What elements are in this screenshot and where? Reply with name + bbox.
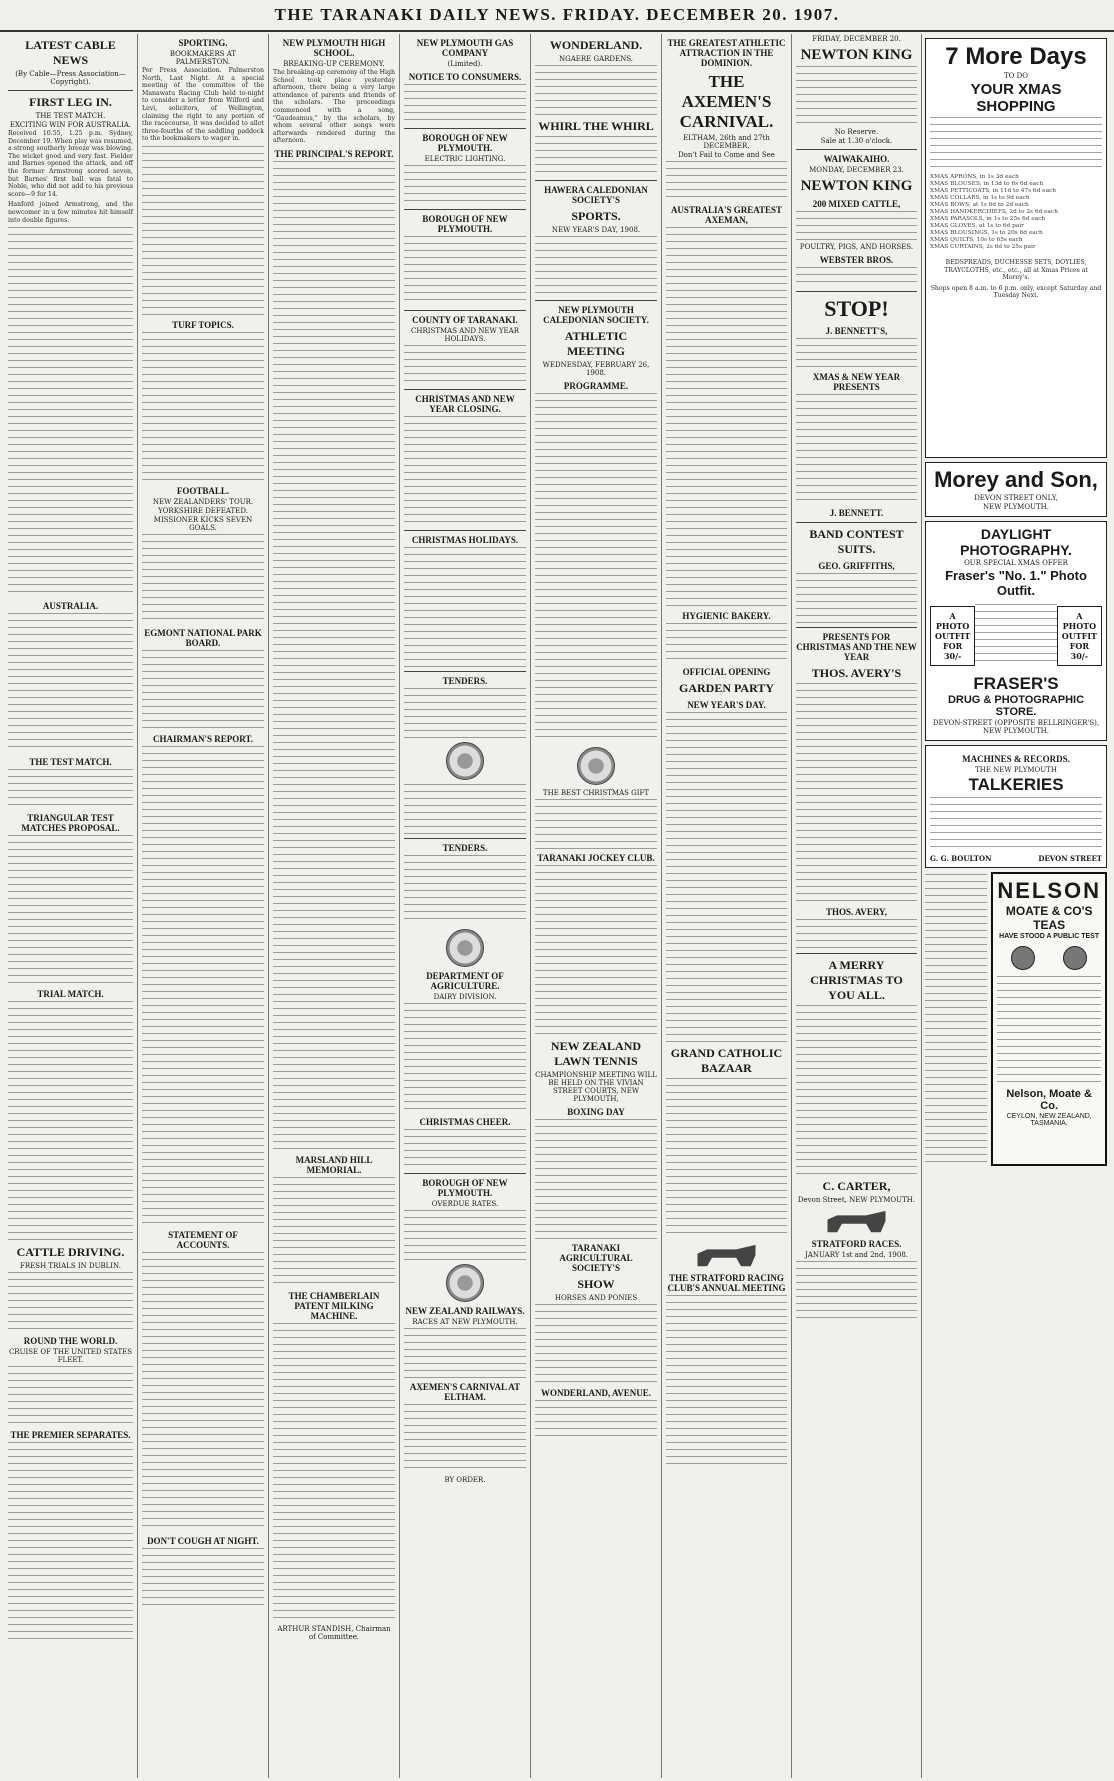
seven-days-heading: 7 More Days: [945, 43, 1087, 70]
newton-king-heading: NEWTON KING: [800, 47, 913, 63]
talkeries-heading: TALKERIES: [968, 775, 1064, 794]
gardens-subheading: NGAERE GARDENS.: [558, 55, 634, 63]
list-item: XMAS HANDKERCHIEFS, 2d to 2s 6d each: [930, 209, 1058, 215]
morey-town: NEW PLYMOUTH.: [983, 503, 1049, 511]
nelson-teas-ad: [991, 872, 1107, 1166]
signature: ARTHUR STANDISH, Chairman of Committee.: [277, 1624, 391, 1641]
poultry-heading: POULTRY, PIGS, AND HORSES.: [799, 243, 914, 251]
morey-heading: Morey and Son,: [934, 467, 1098, 492]
axemen-carnival-heading: THE AXEMEN'S CARNIVAL.: [679, 72, 774, 131]
overdue-rates-subheading: OVERDUE RATES.: [431, 1200, 499, 1208]
presents-heading: XMAS & NEW YEAR PRESENTS: [812, 372, 901, 392]
talkeries-ad: [925, 745, 1107, 868]
best-gift-image: [577, 747, 615, 785]
boulton-name: G. G. BOULTON: [930, 854, 992, 863]
article-text: Per Press Association. Palmerston North, Last Night. At a special meeting of the committee of the Manawatu Racing Club held to-night to consider a letter from Wilford and Levi, solicitors, of Wellington, claiming the right to any portion of the racecourse, it was decided to allot three-fourths of the saddling paddock to the bookmakers to wager in.: [142, 67, 264, 143]
new-years-day-heading: NEW YEAR'S DAY.: [687, 700, 766, 710]
avery-signature: THOS. AVERY,: [826, 907, 887, 917]
morey-address: DEVON STREET ONLY,: [974, 494, 1058, 502]
column-5: [531, 34, 662, 1778]
triangular-heading: TRIANGULAR TEST MATCHES PROPOSAL.: [21, 813, 120, 834]
list-item: XMAS GLOVES, at 1s to 6d pair: [930, 223, 1024, 229]
talkeries-sub: THE NEW PLYMOUTH: [975, 766, 1057, 774]
races-subheading: RACES AT NEW PLYMOUTH.: [412, 1318, 518, 1326]
railways-heading: NEW ZEALAND RAILWAYS.: [405, 1306, 525, 1316]
bookmakers-subheading: BOOKMAKERS AT PALMERSTON.: [169, 50, 237, 66]
stop-heading: STOP!: [824, 296, 889, 321]
list-item: XMAS PETTICOATS, in 11d to 47s 6d each: [930, 188, 1057, 194]
no-reserve: No Reserve.: [834, 128, 879, 136]
egmont-heading: EGMONT NATIONAL PARK BOARD.: [144, 627, 262, 648]
avery-heading: THOS. AVERY'S: [811, 666, 902, 680]
fleet-subheading: CRUISE OF THE UNITED STATES FLEET.: [8, 1348, 133, 1365]
high-school-heading: NEW PLYMOUTH HIGH SCHOOL.: [282, 38, 386, 58]
list-item: XMAS QUILTS, 10s to 65s each: [930, 237, 1023, 243]
carnival-eltham-heading: AXEMEN'S CARNIVAL AT ELTHAM.: [409, 1382, 521, 1402]
column-6: [662, 34, 792, 1778]
newton-king-heading-2: NEWTON KING: [800, 178, 913, 194]
football-heading: FOOTBALL.: [176, 485, 230, 496]
lawn-tennis-heading: NEW ZEALAND LAWN TENNIS: [550, 1039, 642, 1068]
show-heading: SHOW: [577, 1277, 615, 1291]
hours-text: Shops open 8 a.m. to 6 p.m. only, except Saturday and Tuesday Next.: [930, 284, 1102, 300]
masthead: THE TARANAKI DAILY NEWS. FRIDAY. DECEMBER 20. 1907.: [0, 0, 1114, 32]
column-2: [138, 34, 269, 1778]
championship-subheading: CHAMPIONSHIP MEETING WILL BE HELD ON THE VIVIAN STREET COURTS, NEW PLYMOUTH,: [535, 1071, 657, 1103]
principal-report-heading: THE PRINCIPAL'S REPORT.: [274, 148, 394, 159]
machines-heading: MACHINES & RECORDS.: [962, 754, 1070, 764]
bedspreads-text: BEDSPREADS, DUCHESSE SETS, DOYLIES, TRAYCLOTHS, etc., etc., all at Xmas Prices at Morey's.: [944, 259, 1088, 282]
holidays-subheading: CHRISTMAS AND NEW YEAR HOLIDAYS.: [411, 327, 519, 343]
by-order: BY ORDER.: [444, 1476, 486, 1484]
cattle-driving-subheading: FRESH TRIALS IN DUBLIN.: [20, 1262, 121, 1271]
jockey-club-heading: TARANAKI JOCKEY CLUB.: [537, 853, 655, 863]
presents-christmas-heading: PRESENTS FOR CHRISTMAS AND THE NEW YEAR: [796, 632, 917, 662]
outfit-price-right: A PHOTO OUTFIT FOR 30/-: [1057, 606, 1102, 666]
column-4: [400, 34, 531, 1778]
outfit-heading: Fraser's "No. 1." Photo Outfit.: [945, 568, 1087, 598]
memorial-heading: MARSLAND HILL MEMORIAL.: [295, 1154, 373, 1175]
agricultural-heading: TARANAKI AGRICULTURAL SOCIETY'S: [559, 1243, 633, 1273]
fraser-address: DEVON-STREET (OPPOSITE BELLRINGER'S), NEW PLYMOUTH.: [932, 719, 1100, 735]
nelson-company: Nelson, Moate & Co.: [1006, 1088, 1092, 1112]
cable-news-subheading: (By Cable—Press Association—Copyright).: [15, 70, 126, 86]
bazaar-heading: GRAND CATHOLIC BAZAAR: [670, 1046, 783, 1075]
list-item: XMAS CURTAINS, 2s 6d to 25s pair: [930, 244, 1036, 250]
list-item: XMAS COLLARS, in 1s to 9d each: [930, 195, 1030, 201]
eltham-dates: ELTHAM, 26th and 27th DECEMBER.: [683, 134, 770, 150]
coat-of-arms-image: [446, 929, 484, 967]
xmas-shopping-heading: YOUR XMAS SHOPPING: [970, 81, 1062, 115]
list-item: XMAS BLOUSINGS, 1s to 20s 6d each: [930, 230, 1043, 236]
public-test: HAVE STOOD A PUBLIC TEST: [999, 933, 1100, 940]
sale-date-2: MONDAY, DECEMBER 23.: [809, 166, 904, 174]
to-do: TO DO: [1004, 72, 1028, 80]
programme-heading: PROGRAMME.: [563, 381, 629, 391]
sale-date: FRIDAY, DECEMBER 20.: [812, 35, 901, 43]
closing-heading: CHRISTMAS AND NEW YEAR CLOSING.: [415, 394, 515, 414]
racehorse-image: [808, 1207, 905, 1235]
np-caledonian-heading: NEW PLYMOUTH CALEDONIAN SOCIETY.: [543, 305, 649, 325]
christmas-cheer-heading: CHRISTMAS CHEER.: [419, 1117, 511, 1127]
yorkshire-subheading: YORKSHIRE DEFEATED.: [158, 506, 248, 515]
coat-of-arms-image: [446, 742, 484, 780]
outfit-price-left: A PHOTO OUTFIT FOR 30/-: [930, 606, 975, 666]
nelson-heading: NELSON: [997, 878, 1101, 903]
premier-heading: THE PREMIER SEPARATES.: [10, 1430, 131, 1441]
test-match-subheading: THE TEST MATCH.: [35, 112, 106, 120]
sports-heading: SPORTS.: [571, 209, 621, 223]
griffiths-heading: GEO. GRIFFITHS,: [818, 561, 895, 571]
medals: [997, 946, 1101, 970]
carter-heading: C. CARTER,: [822, 1179, 891, 1193]
price-list: [930, 174, 1102, 251]
list-item: XMAS BLOUSES, in 13d to 6s 6d each: [930, 181, 1044, 187]
gas-company-heading: NEW PLYMOUTH GAS COMPANY: [416, 38, 514, 58]
hygienic-bakery-heading: HYGIENIC BAKERY.: [682, 611, 771, 621]
electric-lighting-subheading: ELECTRIC LIGHTING.: [424, 155, 506, 163]
official-opening-heading: OFFICIAL OPENING: [682, 667, 771, 677]
first-leg-heading: FIRST LEG IN.: [29, 95, 112, 109]
tenders-heading: TENDERS.: [442, 843, 488, 853]
special-offer: OUR SPECIAL XMAS OFFER: [964, 559, 1068, 567]
bennett-signature: J. BENNETT.: [829, 508, 884, 518]
webster-heading: WEBSTER BROS.: [819, 255, 894, 265]
tenders-heading: TENDERS.: [442, 676, 488, 686]
gas-limited: (Limited).: [447, 60, 483, 68]
medal-icon: [1063, 946, 1087, 970]
county-heading: COUNTY OF TARANAKI.: [412, 315, 518, 325]
cattle-heading: 200 MIXED CATTLE,: [812, 199, 901, 209]
drug-store-heading: DRUG & PHOTOGRAPHIC STORE.: [947, 694, 1085, 718]
athletic-meeting-heading: ATHLETIC MEETING: [564, 329, 628, 358]
athletic-attraction-heading: THE GREATEST ATHLETIC ATTRACTION IN THE DOMINION.: [667, 38, 786, 68]
whirl-heading: WHIRL THE WHIRL: [538, 119, 654, 133]
milking-machine-heading: THE CHAMBERLAIN PATENT MILKING MACHINE.: [288, 1290, 380, 1321]
merry-christmas-heading: A MERRY CHRISTMAS TO YOU ALL.: [810, 958, 903, 1002]
column-1: [4, 34, 138, 1778]
waiwakaiho-heading: WAIWAKAIHO.: [823, 154, 890, 164]
tour-subheading: NEW ZEALANDERS' TOUR.: [152, 497, 254, 506]
photography-heading: DAYLIGHT PHOTOGRAPHY.: [960, 526, 1072, 558]
borough-heading: BOROUGH OF NEW PLYMOUTH.: [422, 133, 508, 153]
best-gift-caption: THE BEST CHRISTMAS GIFT: [542, 789, 650, 797]
morey-ad: [925, 462, 1107, 517]
racehorse-image: [678, 1241, 775, 1269]
dairy-subheading: DAIRY DIVISION.: [433, 993, 497, 1001]
carter-address: Devon Street, NEW PLYMOUTH.: [797, 1196, 916, 1204]
chairman-report-heading: CHAIRMAN'S REPORT.: [152, 733, 254, 744]
list-item: XMAS PARASOLS, in 1s to 25s 6d each: [930, 216, 1046, 222]
stratford-races-heading: STRATFORD RACES.: [811, 1239, 902, 1249]
agriculture-heading: DEPARTMENT OF AGRICULTURE.: [426, 971, 504, 991]
test-match-heading: THE TEST MATCH.: [29, 757, 112, 768]
xmas-shopping-ad: [925, 38, 1107, 458]
australia-heading: AUSTRALIA.: [42, 601, 99, 612]
borough-heading: BOROUGH OF NEW PLYMOUTH.: [422, 1178, 508, 1198]
column-7: [792, 34, 922, 1778]
photography-ad: [925, 521, 1107, 741]
sporting-heading: SPORTING.: [178, 38, 228, 48]
trial-match-heading: TRIAL MATCH.: [37, 989, 104, 1000]
dont-fail: Don't Fail to Come and See: [678, 151, 775, 159]
christmas-holidays-heading: CHRISTMAS HOLIDAYS.: [411, 535, 519, 545]
cattle-driving-heading: CATTLE DRIVING.: [16, 1245, 125, 1260]
band-contest-heading: BAND CONTEST SUITS.: [809, 527, 904, 556]
article-text: Hanford joined Armstrong, and the newcomer in a few minutes hit himself into double figures.: [8, 201, 133, 224]
railway-emblem-image: [446, 1264, 484, 1302]
list-item: XMAS BOWS, at 1s 6d to 2d each: [930, 202, 1029, 208]
goals-subheading: MISSIONER KICKS SEVEN GOALS.: [153, 515, 253, 532]
article-text: Received 10.55, 1.25 p.m. Sydney, December 19. When play was resumed, a strong southerly breeze was blowing. The wicket good and very fast. Fielder and Barnes opened the attack, and off the former Armstrong scored seven, but Barnes' first ball was fatal to Noble, who did not add to his previous score—9 for 14.: [8, 130, 133, 198]
medal-icon: [1011, 946, 1035, 970]
cough-heading: DON'T COUGH AT NIGHT.: [147, 1535, 259, 1546]
list-item: XMAS APRONS, in 1s 3d each: [930, 174, 1019, 180]
greatest-axeman-heading: AUSTRALIA'S GREATEST AXEMAN,: [670, 205, 783, 225]
turf-topics-heading: TURF TOPICS.: [172, 319, 234, 330]
boxing-day-heading: BOXING DAY: [567, 1107, 625, 1117]
nelson-origins: CEYLON, NEW ZEALAND, TASMANIA.: [1006, 1113, 1092, 1127]
cable-news-heading: LATEST CABLE NEWS: [25, 38, 116, 67]
garden-party-heading: GARDEN PARTY: [678, 681, 775, 695]
accounts-heading: STATEMENT OF ACCOUNTS.: [168, 1229, 238, 1250]
round-the-world-heading: ROUND THE WORLD.: [23, 1336, 118, 1347]
column-3: [269, 34, 400, 1778]
article-text: The breaking-up ceremony of the High School took place yesterday afternoon, there being a very large attendance of parents and friends of the scholars. The proceedings commenced with a song, "Gaudeamus," by the scholars, by whom several other songs were afterwards rendered during the afternoon.: [273, 69, 395, 145]
page-columns: [4, 34, 1110, 1778]
column-8: [922, 34, 1110, 1778]
date-subheading: WEDNESDAY, FEBRUARY 26, 1908.: [542, 361, 650, 377]
new-years-day-subheading: NEW YEAR'S DAY, 1908.: [551, 226, 641, 234]
wonderland-avenue-heading: WONDERLAND, AVENUE.: [540, 1388, 652, 1398]
frasers-heading: FRASER'S: [973, 674, 1059, 693]
caledonian-heading: HAWERA CALEDONIAN SOCIETY'S: [544, 185, 648, 205]
boulton-address: DEVON STREET: [1038, 854, 1102, 863]
wonderland-heading: WONDERLAND.: [549, 38, 643, 52]
borough-heading: BOROUGH OF NEW PLYMOUTH.: [422, 214, 508, 234]
consumers-notice-heading: NOTICE TO CONSUMERS.: [408, 72, 522, 82]
sale-time: Sale at 1.30 o'clock.: [820, 137, 893, 145]
bennett-heading: J. BENNETT'S,: [825, 326, 888, 336]
horses-subheading: HORSES AND PONIES: [554, 1294, 638, 1302]
stratford-racing-heading: THE STRATFORD RACING CLUB'S ANNUAL MEETING: [667, 1273, 786, 1293]
races-date: JANUARY 1st and 2nd, 1908.: [804, 1251, 909, 1259]
breaking-up-subheading: BREAKING-UP CEREMONY.: [283, 60, 385, 68]
nelson-sub: MOATE & CO'S TEAS: [1005, 904, 1093, 932]
exciting-win-subheading: EXCITING WIN FOR AUSTRALIA.: [9, 121, 132, 129]
